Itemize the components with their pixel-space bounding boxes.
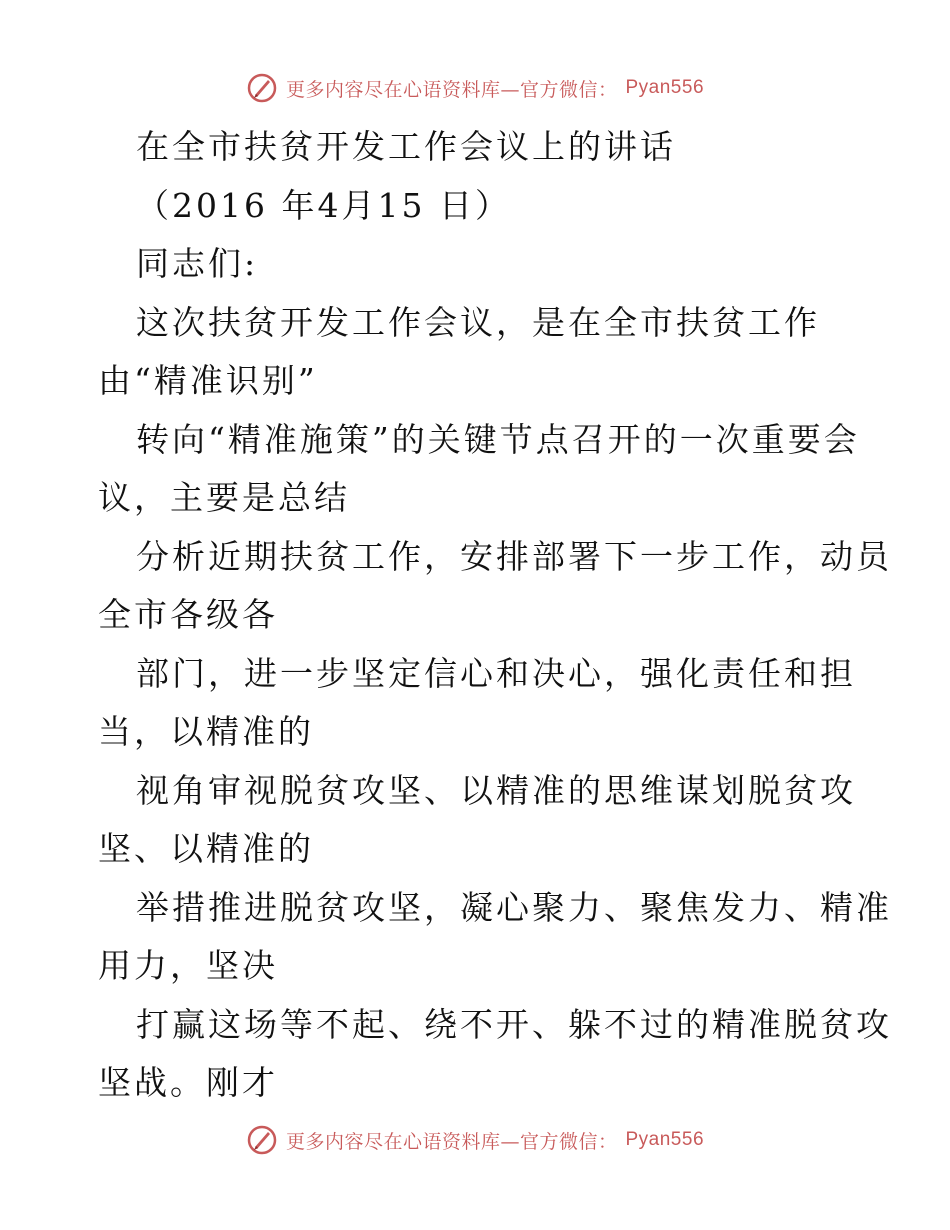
doc-date: （2016 年4月15 日）: [136, 185, 511, 225]
doc-salutation: 同志们:: [136, 244, 259, 283]
doc-line: 转向“精准施策”的关键节点召开的一次重要会: [136, 419, 860, 459]
doc-line: 当，以精准的: [98, 712, 314, 751]
doc-line: 打赢这场等不起、绕不开、躲不过的精准脱贫攻: [136, 1004, 892, 1044]
doc-line: 坚战。刚才: [98, 1063, 278, 1102]
watermark-wechat-id: Pyan556: [625, 1129, 705, 1150]
watermark-text: 更多内容尽在心语资料库—官方微信：: [285, 1130, 618, 1153]
doc-line: 分析近期扶贫工作，安排部署下一步工作，动员: [136, 536, 892, 576]
doc-line: 议，主要是总结: [98, 478, 350, 517]
quill-logo-icon: [246, 72, 278, 104]
doc-line: 用力，坚决: [98, 946, 278, 985]
watermark-text: 更多内容尽在心语资料库—官方微信：: [285, 78, 618, 101]
quill-logo-icon: [246, 1124, 278, 1156]
doc-line: 举措推进脱贫攻坚，凝心聚力、聚焦发力、精准: [136, 887, 892, 927]
doc-line: 这次扶贫开发工作会议，是在全市扶贫工作: [136, 302, 820, 342]
doc-line: 坚、以精准的: [98, 829, 314, 868]
doc-line: 视角审视脱贫攻坚、以精准的思维谋划脱贫攻: [136, 770, 856, 810]
doc-line: 全市各级各: [98, 595, 278, 634]
doc-line: 由“精准识别”: [98, 361, 318, 400]
watermark-header: [0, 72, 950, 104]
doc-title: 在全市扶贫开发工作会议上的讲话: [136, 127, 676, 166]
watermark-wechat-id: Pyan556: [625, 77, 705, 98]
document-body: [98, 118, 892, 1113]
doc-line: 部门，进一步坚定信心和决心，强化责任和担: [136, 653, 856, 693]
watermark-footer: [0, 1124, 950, 1156]
